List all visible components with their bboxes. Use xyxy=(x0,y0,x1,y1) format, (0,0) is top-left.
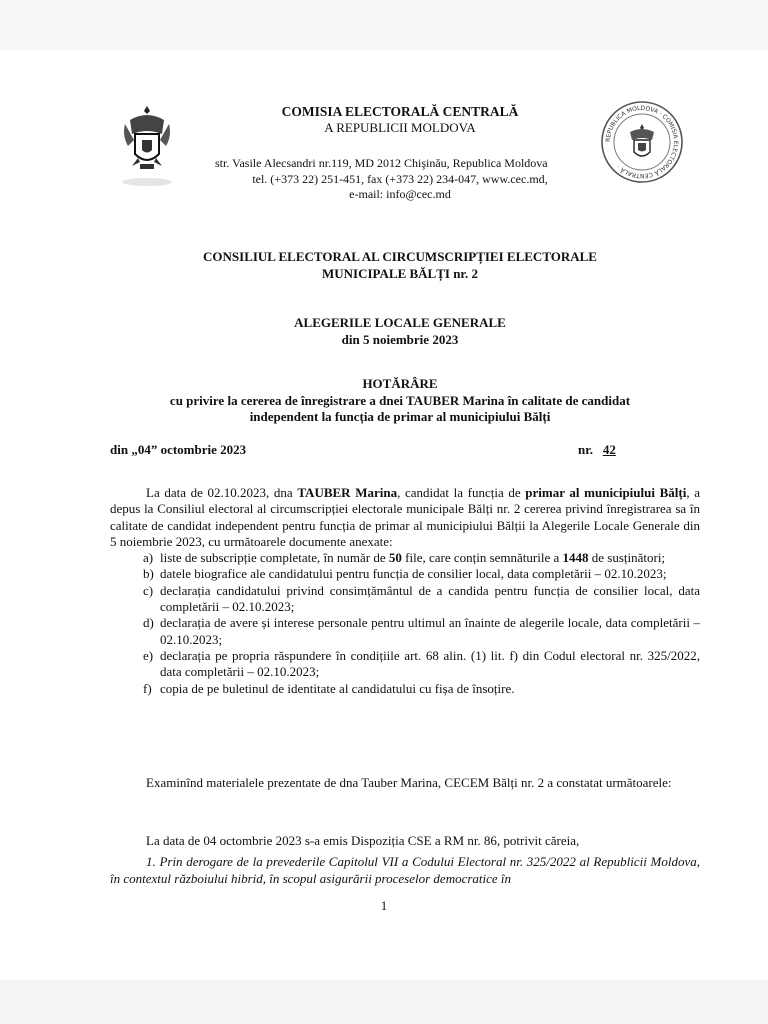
annex-item-text: declarația pe propria răspundere în condițiile art. 68 alin. (1) lit. f) din Codul electoral nr. 325/2022, data completării – 02.10.2023; xyxy=(160,647,700,680)
elections-title: ALEGERILE LOCALE GENERALE xyxy=(294,315,506,330)
derogation-paragraph: 1. Prin derogare de la prevederile Capitolul VII a Codului Electoral nr. 325/2022 al Republicii Moldova, în contextul războiului hibrid, în scopul asigurării proceselor democratice în xyxy=(110,854,700,886)
examination-paragraph: Examinînd materialele prezentate de dna Tauber Marina, CECEM Bălți nr. 2 a constatat următoarele: xyxy=(146,775,672,790)
disposition-paragraph: La data de 04 octombrie 2023 s-a emis Dispoziția CSE a RM nr. 86, potrivit căreia, xyxy=(146,833,580,848)
annex-item-a-text-3: de susținători; xyxy=(588,550,666,566)
institution-title: COMISIA ELECTORALĂ CENTRALĂ xyxy=(281,104,519,119)
decision-number-label: nr. xyxy=(578,442,594,457)
document-body xyxy=(110,485,700,697)
cec-round-seal-icon xyxy=(600,100,684,184)
decision-subject-line1: cu privire la cererea de înregistrare a dnei TAUBER Marina în calitate de candidat xyxy=(169,393,631,408)
signatures-count: 1448 xyxy=(562,550,589,566)
institution-address: str. Vasile Alecsandri nr.119, MD 2012 Chişinău, Republica Moldova xyxy=(215,156,548,170)
decision-title: HOTĂRÂRE xyxy=(362,376,438,391)
institution-email: e-mail: info@cec.md xyxy=(349,187,451,201)
seal-text: REPUBLICA MOLDOVA · COMISIA ELECTORALĂ CENTRALĂ · xyxy=(604,104,680,180)
annex-item-a-text-2: file, care conțin semnăturile a xyxy=(401,550,563,566)
annex-item-text: copia de pe buletinul de identitate al candidatului cu fișa de însoțire. xyxy=(160,680,515,696)
annex-item xyxy=(110,583,700,616)
intro-text-2: , candidat la funcția de xyxy=(397,485,526,500)
annex-item xyxy=(110,615,700,648)
annex-item xyxy=(110,648,700,681)
decision-date-row xyxy=(110,442,630,458)
annex-item-marker: b) xyxy=(143,566,154,582)
elections-date: din 5 noiembrie 2023 xyxy=(341,332,459,347)
annex-item-a-text-1: liste de subscripție completate, în număr de xyxy=(160,550,389,566)
candidate-function: primar al municipiului Bălți xyxy=(525,485,687,500)
page-number: 1 xyxy=(380,898,388,913)
institution-contacts: tel. (+373 22) 251-451, fax (+373 22) 234-047, www.cec.md, xyxy=(252,172,548,186)
annex-item-a xyxy=(110,550,700,566)
annex-item-text: datele biografice ale candidatului pentru funcția de consilier local, data completării – 02.10.2023; xyxy=(160,566,667,582)
annex-item xyxy=(110,681,700,697)
decision-number-block xyxy=(578,442,616,458)
disposition-block xyxy=(110,833,700,887)
annex-item-marker: c) xyxy=(143,582,154,598)
candidate-name: TAUBER Marina xyxy=(297,485,398,500)
annex-item-a-marker: a) xyxy=(143,550,154,566)
annex-item-text: declarația candidatului privind consimțământul de a candida pentru funcția de consilier local, data completării – 02.10.2023; xyxy=(160,582,700,615)
council-title-line1: CONSILIUL ELECTORAL AL CIRCUMSCRIPȚIEI ELECTORALE xyxy=(203,249,597,264)
moldova-coat-of-arms-icon xyxy=(122,100,172,190)
annex-item-marker: d) xyxy=(143,615,154,631)
annex-item xyxy=(110,566,700,582)
viewer-background-bottom xyxy=(0,980,768,1024)
files-count: 50 xyxy=(388,550,402,566)
intro-text-3: , a depus la Consiliul electoral al circumscripției electorale municipale Bălți nr. 2 cererea privind înregistrarea sa în calitate de candidat independent pentru funcția de primar al municipiului Bălții la Alegerile Locale Generale din 5 noiembrie 2023, cu următoarele documente anexate: xyxy=(110,485,700,549)
annex-item-text: declarația de avere și interese personale pentru ultimul an înainte de alegerile locale, data completării – 02.10.2023; xyxy=(160,615,700,647)
council-title-line2: MUNICIPALE BĂLȚI nr. 2 xyxy=(321,266,479,281)
viewer-background-top xyxy=(0,0,768,50)
intro-text-1: La data de 02.10.2023, dna xyxy=(146,485,298,500)
institution-subtitle: A REPUBLICII MOLDOVA xyxy=(324,120,476,135)
annex-item-marker: e) xyxy=(143,647,154,663)
examination-paragraph-block xyxy=(110,775,700,791)
annex-list xyxy=(110,550,700,697)
decision-subject-line2: independent la funcția de primar al municipiului Bălți xyxy=(249,409,551,424)
decision-number: 42 xyxy=(602,442,616,457)
annex-item-marker: f) xyxy=(143,680,152,696)
intro-paragraph xyxy=(110,485,700,550)
decision-date: din „04” octombrie 2023 xyxy=(110,442,247,457)
